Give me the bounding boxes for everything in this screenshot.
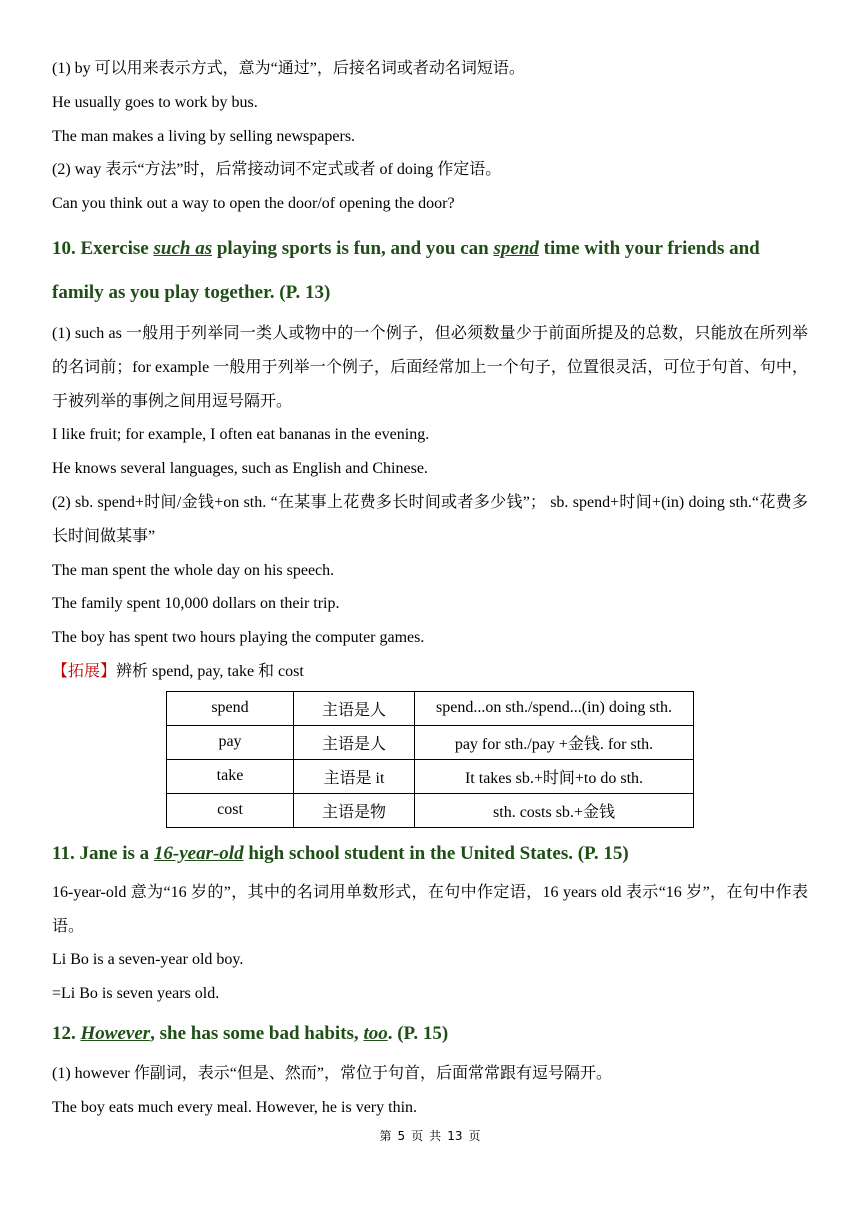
heading-12 (52, 1011, 808, 1057)
heading-text: family as you play together. (P. 13) (52, 281, 331, 303)
example-sentence: The boy has spent two hours playing the computer games. (52, 629, 425, 647)
table-cell: pay (167, 725, 294, 759)
table-cell: take (167, 759, 294, 793)
explanation-paragraph: 16-year-old 意为“16 岁的”，其中的名词用单数形式，在句中作定语，16 years old 表示“16 岁”，在句中作表语。 (52, 883, 808, 935)
example-sentence: He knows several languages, such as English and Chinese. (52, 460, 428, 478)
heading-text: 12. (52, 1022, 81, 1044)
example-sentence: The boy eats much every meal. However, he is very thin. (52, 1098, 418, 1116)
example-sentence: Can you think out a way to open the door/of opening the door? (52, 195, 455, 213)
page-footer (0, 1127, 860, 1144)
table-row (167, 725, 694, 759)
heading-text: 10. Exercise (52, 237, 154, 259)
table-cell: 主语是 it (294, 759, 415, 793)
table-cell: spend (167, 691, 294, 725)
table-cell: pay for sth./pay +金钱. for sth. (415, 725, 694, 759)
footer-text: 共 (429, 1129, 442, 1143)
example-sentence: The man spent the whole day on his speech. (52, 561, 335, 579)
text-line: (1) however 作副词，表示“但是、然而”，常位于句首，后面常常跟有逗号隔开。 (52, 1064, 612, 1082)
heading-11 (52, 832, 808, 876)
table-cell: cost (167, 793, 294, 827)
table-row (167, 793, 694, 827)
keyword: However (80, 1022, 151, 1044)
heading-10 (52, 227, 808, 315)
table-cell: spend...on sth./spend...(in) doing sth. (415, 691, 694, 725)
heading-text: . (P. 15) (387, 1022, 449, 1044)
document-page (52, 52, 808, 1125)
example-sentence: Li Bo is a seven-year old boy. (52, 951, 244, 969)
footer-text: 第 (379, 1129, 392, 1143)
page-number: 5 (397, 1129, 406, 1143)
text-line: (1) by 可以用来表示方式，意为“通过”，后接名词或者动名词短语。 (52, 60, 525, 77)
table-cell: sth. costs sb.+金钱 (415, 793, 694, 827)
table-cell: 主语是人 (294, 725, 415, 759)
example-sentence: The family spent 10,000 dollars on their trip. (52, 595, 340, 613)
extension-line (52, 655, 808, 689)
text-line: (2) way 表示“方法”时，后常接动词不定式或者 of doing 作定语。 (52, 161, 502, 179)
heading-text: time with your friends and (538, 237, 760, 259)
table-cell: It takes sb.+时间+to do sth. (415, 759, 694, 793)
example-sentence: The man makes a living by selling newspapers. (52, 127, 356, 145)
heading-text: , she has some bad habits, (150, 1022, 364, 1044)
table-cell: 主语是人 (294, 691, 415, 725)
example-sentence: =Li Bo is seven years old. (52, 985, 220, 1003)
page-total: 13 (447, 1129, 463, 1143)
keyword: 16-year-old (153, 842, 244, 864)
example-sentence: He usually goes to work by bus. (52, 93, 258, 111)
keyword: too (363, 1022, 388, 1044)
keyword: such as (153, 237, 213, 259)
heading-text: playing sports is fun, and you can (212, 237, 494, 259)
table-row (167, 759, 694, 793)
keyword: spend (493, 237, 539, 259)
example-sentence: I like fruit; for example, I often eat bananas in the evening. (52, 426, 430, 444)
extension-text: 辨析 spend, pay, take 和 cost (116, 662, 304, 680)
explanation-paragraph: (2) sb. spend+时间/金钱+on sth. “在某事上花费多长时间或者多少钱”； sb. spend+时间+(in) doing sth.“花费多长时间做某事” (52, 493, 808, 545)
footer-text: 页 (468, 1129, 481, 1143)
footer-text: 页 (411, 1129, 424, 1143)
explanation-paragraph: (1) such as 一般用于列举同一类人或物中的一个例子，但必须数量少于前面所提及的总数，只能放在所列举的名词前；for example 一般用于列举一个例子，后面经常加上一个句子，位置很灵活，可位于句首、句中，于被列举的事例之间用逗号隔开。 (52, 324, 808, 410)
comparison-table (166, 691, 694, 828)
heading-text: 11. Jane is a (52, 842, 154, 864)
heading-text: high school student in the United States. (P. 15) (243, 842, 629, 864)
table-row (167, 691, 694, 725)
extension-tag: 【拓展】 (52, 662, 117, 680)
table-cell: 主语是物 (294, 793, 415, 827)
